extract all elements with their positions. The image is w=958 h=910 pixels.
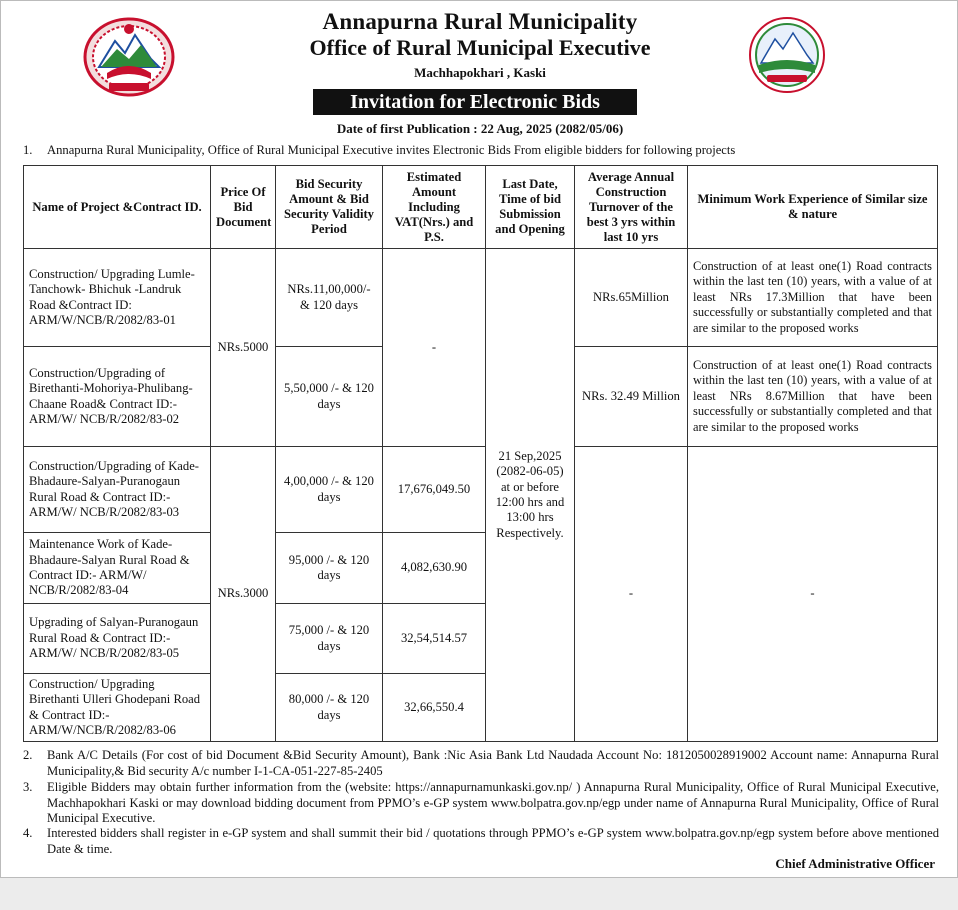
notice-title: Invitation for Electronic Bids: [313, 89, 637, 115]
project-name-cell: Construction/Upgrading of Birethanti-Mohoriya-Phulibang-Chaane Road& Contract ID:- ARM/W/ NCB/R/2082/83-02: [24, 347, 211, 447]
paragraph-1: [23, 143, 939, 159]
price-cell: NRs.3000: [211, 447, 276, 742]
paragraph-text: Eligible Bidders may obtain further information from the (website: https://annapurnamunkaski.gov.np/ ) Annapurna Rural Municipality, Office of Rural Municipal Executive, Machhapokhari Kaski or may download bidding document from PPMO’s e-GP system www.bolpatra.gov.np/egp under name of Annapurna Rural Municipality, Office of Rural Municipal Executive.: [47, 780, 939, 825]
paragraph-number: 3.: [23, 780, 33, 794]
estimated-amount-cell: 17,676,049.50: [383, 447, 486, 533]
header-turnover: Average Annual Construction Turnover of the best 3 yrs within last 10 yrs: [575, 166, 688, 249]
project-name-cell: Construction/ Upgrading Birethanti Ulleri Ghodepani Road & Contract ID:- ARM/W/NCB/R/2082/83-06: [24, 674, 211, 742]
estimated-amount-cell: 4,082,630.90: [383, 533, 486, 604]
header-last-date: Last Date, Time of bid Submission and Opening: [486, 166, 575, 249]
project-name-cell: Construction/Upgrading of Kade-Bhadaure-Salyan-Puranogaun Rural Road & Contract ID:- ARM/W/ NCB/R/2082/83-03: [24, 447, 211, 533]
signature-title: Chief Administrative Officer: [775, 856, 935, 871]
project-name-cell: Construction/ Upgrading Lumle-Tanchowk- Bhichuk -Landruk Road &Contract ID: ARM/W/NCB/R/2082/83-01: [24, 249, 211, 347]
experience-cell: -: [688, 447, 938, 742]
bid-security-cell: 5,50,000 /- & 120 days: [276, 347, 383, 447]
paragraph-4: [23, 826, 939, 857]
paragraph-text: Bank A/C Details (For cost of bid Document &Bid Security Amount), Bank :Nic Asia Bank Ltd Naudada Account No: 1812050028919002 Account name: Annapurna Rural Municipality,& Bid security A/c number I-1-CA-051-227-85-2405: [47, 748, 939, 778]
bid-security-cell: 95,000 /- & 120 days: [276, 533, 383, 604]
paragraph-3: [23, 780, 939, 827]
bid-security-cell: 80,000 /- & 120 days: [276, 674, 383, 742]
header-bid-security: Bid Security Amount & Bid Security Validity Period: [276, 166, 383, 249]
table-row: [24, 249, 938, 347]
turnover-cell: -: [575, 447, 688, 742]
estimated-amount-cell: 32,66,550.4: [383, 674, 486, 742]
estimated-amount-cell: -: [383, 249, 486, 447]
organization-name: Annapurna Rural Municipality: [322, 9, 638, 34]
project-name-cell: Maintenance Work of Kade-Bhadaure-Salyan Rural Road & Contract ID:- ARM/W/ NCB/R/2082/83-04: [24, 533, 211, 604]
experience-cell: Construction of at least one(1) Road contracts within the last ten (10) years, with a value of at least NRs 17.3Million that have been successfully or substantially completed and that are similar to the proposed works: [688, 249, 938, 347]
paragraph-number: 1.: [23, 143, 33, 157]
price-cell: NRs.5000: [211, 249, 276, 447]
bid-security-cell: NRs.11,00,000/- & 120 days: [276, 249, 383, 347]
experience-cell: Construction of at least one(1) Road contracts within the last ten (10) years, with a value of at least NRs 8.67Million that have been successfully or substantially completed and that are similar to the proposed works: [688, 347, 938, 447]
office-name: Office of Rural Municipal Executive: [309, 35, 651, 60]
turnover-cell: NRs. 32.49 Million: [575, 347, 688, 447]
paragraph-number: 4.: [23, 826, 33, 840]
paragraph-text: Annapurna Rural Municipality, Office of Rural Municipal Executive invites Electronic Bids From eligible bidders for following projects: [47, 143, 736, 157]
project-name-cell: Upgrading of Salyan-Puranogaun Rural Road & Contract ID:- ARM/W/ NCB/R/2082/83-05: [24, 604, 211, 674]
header-project-name: Name of Project &Contract ID.: [24, 166, 211, 249]
last-date-cell: 21 Sep,2025 (2082-06-05) at or before 12:00 hrs and 13:00 hrs Respectively.: [486, 249, 575, 742]
estimated-amount-cell: 32,54,514.57: [383, 604, 486, 674]
paragraph-2: [23, 748, 939, 779]
turnover-cell: NRs.65Million: [575, 249, 688, 347]
header-experience: Minimum Work Experience of Similar size & nature: [688, 166, 938, 249]
bid-security-cell: 4,00,000 /- & 120 days: [276, 447, 383, 533]
bids-table: [23, 165, 938, 742]
office-address: Machhapokhari , Kaski: [414, 65, 546, 80]
table-header-row: [24, 166, 938, 249]
header-price: Price Of Bid Document: [211, 166, 276, 249]
header-estimated-amount: Estimated Amount Including VAT(Nrs.) and P.S.: [383, 166, 486, 249]
bid-security-cell: 75,000 /- & 120 days: [276, 604, 383, 674]
paragraph-number: 2.: [23, 748, 33, 762]
paragraph-text: Interested bidders shall register in e-GP system and shall summit their bid / quotations through PPMO’s e-GP system www.bolpatra.gov.np/egp system before above mentioned Date & time.: [47, 826, 939, 856]
publication-date: Date of first Publication : 22 Aug, 2025 (2082/05/06): [336, 121, 624, 136]
table-row: [24, 447, 938, 533]
